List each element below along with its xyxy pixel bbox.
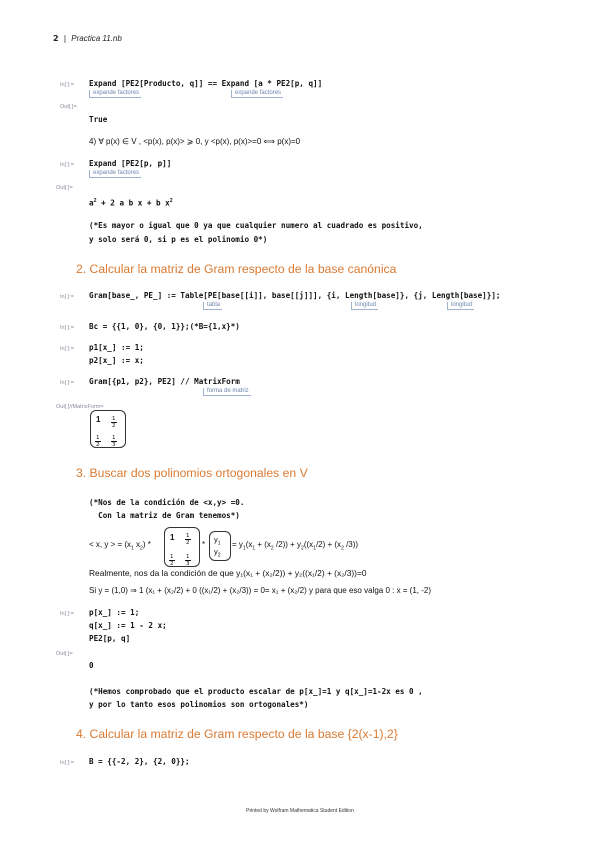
in-label: In[ ]:= bbox=[60, 294, 74, 300]
eq-matrix-a11: 1 bbox=[170, 533, 175, 542]
eq-matrix-a22: $\frac{1}{3}$ bbox=[186, 554, 190, 567]
in-label: In[ ]:= bbox=[60, 346, 74, 352]
matrix-a11: 1 bbox=[96, 415, 101, 424]
input-cell-pe2-pq[interactable]: PE2[p, q] bbox=[89, 634, 131, 643]
input-cell-gram-definition[interactable]: Gram[base_, PE_] := Table[PE[base[[i]], base[[j]]], {i, Length[base]}, {j, Length[base]}]; bbox=[89, 291, 501, 300]
page-number: 2 bbox=[53, 34, 59, 43]
input-cell-bc[interactable]: Bc = {{1, 0}, {0, 1}};(*B={1,x}*) bbox=[89, 322, 240, 331]
in-label: In[ ]:= bbox=[60, 82, 74, 88]
input-cell-p[interactable]: p[x_] := 1; bbox=[89, 608, 140, 617]
in-label: In[ ]:= bbox=[60, 325, 74, 331]
property-4-text: 4) ∀ p(x) ∈ V , <p(x), p(x)> ⩾ 0, y <p(x), p(x)>=0 ⟺ p(x)=0 bbox=[89, 137, 301, 146]
section-heading-3: 3. Buscar dos polinomios ortogonales en V bbox=[76, 466, 308, 480]
page-footer: Printed by Wolfram Mathematica Student Edition bbox=[246, 808, 354, 814]
input-cell-p2[interactable]: p2[x_] := x; bbox=[89, 356, 144, 365]
input-cell-b[interactable]: B = {{-2, 2}, {2, 0}}; bbox=[89, 757, 190, 766]
page-header bbox=[53, 34, 122, 43]
hint-expande-factores: expande factores bbox=[231, 90, 283, 98]
equation-rhs: = $y_1(x_1 + (x_2$ $/2)) + y_2((x_1/2) + (x_2$ /3)) bbox=[232, 540, 359, 552]
output-b-exponent: 2 bbox=[169, 198, 173, 204]
notebook-filename: Practica 11.nb bbox=[71, 34, 122, 43]
equation-y-vector bbox=[209, 531, 231, 561]
output-expanded-polynomial bbox=[89, 198, 173, 208]
equation-times: * bbox=[202, 540, 206, 549]
comment-1-line2: y solo será 0, si p es el polinomio 0*) bbox=[89, 235, 268, 244]
output-middle: + 2 a b x + b x bbox=[96, 198, 170, 208]
output-a-exponent: 2 bbox=[93, 198, 97, 204]
eq-matrix-a21: $\frac{1}{2}$ bbox=[170, 554, 174, 567]
output-true: True bbox=[89, 115, 108, 124]
in-label: In[ ]:= bbox=[60, 760, 74, 766]
hint-longitud: longitud bbox=[447, 302, 474, 310]
in-label: In[ ]:= bbox=[60, 162, 74, 168]
y1: $y_1$ bbox=[214, 535, 221, 547]
in-label: In[ ]:= bbox=[60, 380, 74, 386]
input-cell-expand-producto[interactable]: Expand [PE2[Producto, q]] == Expand [a * PE2[p, q]] bbox=[89, 79, 323, 88]
equation-gram-matrix bbox=[164, 527, 200, 567]
comment-3-line2: y por lo tanto esos polinomios son ortogonales*) bbox=[89, 700, 309, 709]
eq-matrix-a12: $\frac{1}{2}$ bbox=[186, 533, 190, 546]
matrix-a12: $\frac{1}{2}$ bbox=[112, 416, 116, 429]
hint-forma-de-matriz: forma de matriz bbox=[203, 388, 251, 396]
matrix-a21: $\frac{1}{2}$ bbox=[96, 435, 100, 448]
input-cell-expand-pp[interactable]: Expand [PE2[p, p]] bbox=[89, 159, 172, 168]
hint-expande-factores: expande factores bbox=[89, 170, 141, 178]
comment-2-line1: (*Nos de la condición de <x,y> =0. bbox=[89, 498, 245, 507]
input-cell-p1[interactable]: p1[x_] := 1; bbox=[89, 343, 144, 352]
in-label: In[ ]:= bbox=[60, 611, 74, 617]
out-matrixform-label: Out[ ]//MatrixForm= bbox=[56, 404, 104, 410]
section-heading-4: 4. Calcular la matriz de Gram respecto de la base {2(x-1),2} bbox=[76, 727, 398, 741]
input-cell-q[interactable]: q[x_] := 1 - 2 x; bbox=[89, 621, 167, 630]
output-gram-matrix bbox=[90, 410, 126, 448]
comment-2-line2: Con la matriz de Gram tenemos*) bbox=[89, 511, 240, 520]
section-heading-2: 2. Calcular la matriz de Gram respecto de la base canónica bbox=[76, 262, 397, 276]
equation-inner-product: < x, y > = ($x_1$ $x_2$) * bbox=[89, 540, 151, 552]
comment-1-line1: (*Es mayor o igual que 0 ya que cualquier numero al cuadrado es positivo, bbox=[89, 221, 423, 230]
output-zero: 0 bbox=[89, 661, 94, 670]
hint-expande-factores: expande factores bbox=[89, 90, 141, 98]
comment-3-line1: (*Hemos comprobado que el producto escalar de p[x_]=1 y q[x_]=1-2x es 0 , bbox=[89, 687, 423, 696]
hint-longitud: longitud bbox=[351, 302, 378, 310]
y2: $y_2$ bbox=[214, 547, 221, 559]
out-label: Out[ ]= bbox=[56, 651, 73, 657]
example-text: Si y = (1,0) ⇒ 1 (x₁ + (x₂/2) + 0 ((x₁/2) + (x₂/3)) = 0= x₁ + (x₂/2) y para que eso valga 0 : x = (1, -2) bbox=[89, 586, 432, 595]
header-separator: | bbox=[63, 34, 67, 43]
condition-text: Realmente, nos da la condición de que y₁(x₁ + (x₂/2)) + y₂((x₁/2) + (x₂/3))=0 bbox=[89, 568, 367, 578]
hint-tabla: tabla bbox=[203, 302, 222, 310]
out-label: Out[ ]= bbox=[56, 185, 73, 191]
matrix-a22: $\frac{1}{3}$ bbox=[112, 435, 116, 448]
output-a: a bbox=[89, 198, 94, 208]
out-label: Out[ ]= bbox=[60, 104, 77, 110]
input-cell-gram-matrixform[interactable]: Gram[{p1, p2}, PE2] // MatrixForm bbox=[89, 377, 240, 386]
